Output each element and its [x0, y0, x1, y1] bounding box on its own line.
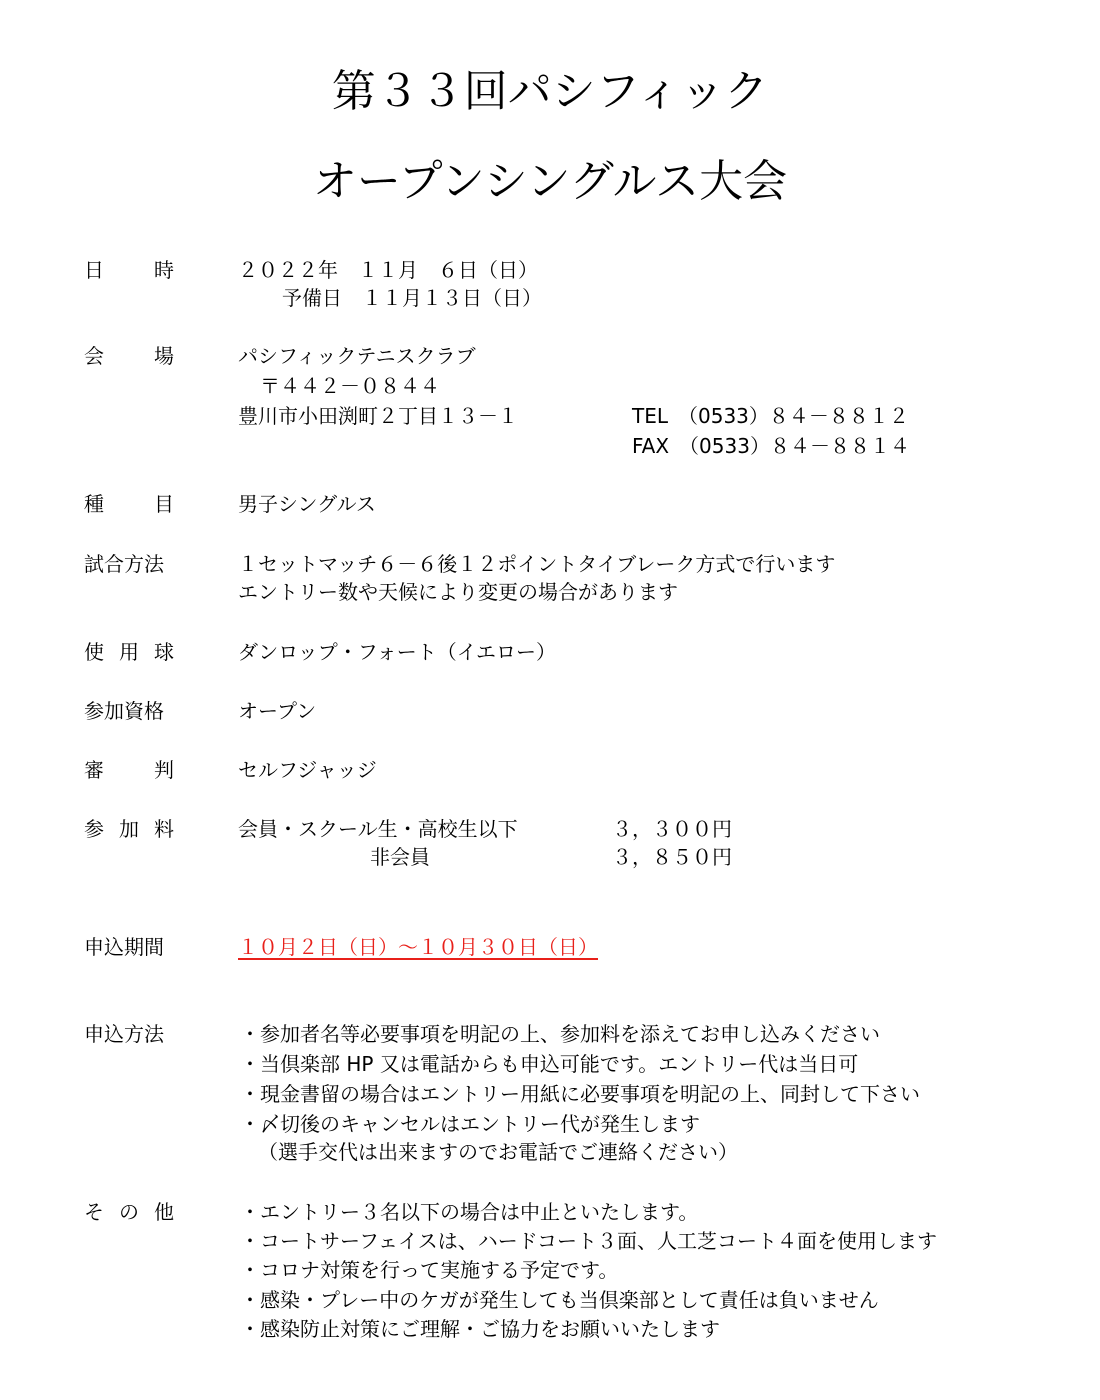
other-line-4: ・感染・プレー中のケガが発生しても当倶楽部として責任は負いません: [240, 1288, 879, 1312]
venue-name: パシフィックテニスクラブ: [238, 344, 476, 368]
match-format-line-1: １セットマッチ６－６後１２ポイントタイブレーク方式で行います: [238, 552, 836, 576]
other-label: [84, 1198, 174, 1226]
referee-label-char-2: 判: [154, 758, 174, 782]
reserve-date: 予備日 １１月１３日（日）: [282, 286, 542, 310]
venue-fax: FAX （0533）８４－８８１４: [632, 434, 910, 458]
page-title-line-1: 第３３回パシフィック: [331, 66, 769, 117]
fee-label: [84, 815, 174, 843]
match-format-line-2: エントリー数や天候により変更の場合があります: [238, 580, 678, 604]
application-method-line-2: ・当倶楽部 HP 又は電話からも申込可能です。エントリー代は当日可: [240, 1052, 859, 1076]
event-date: ２０２２年 １１月 ６日（日）: [238, 258, 538, 282]
match-format-label: 試合方法: [84, 552, 164, 576]
other-line-5: ・感染防止対策にご理解・ご協力をお願いいたします: [240, 1317, 720, 1341]
application-method-line-1: ・参加者名等必要事項を明記の上、参加料を添えてお申し込みください: [240, 1022, 880, 1046]
eligibility-value: オープン: [238, 699, 317, 723]
fee-label-char-3: 料: [154, 817, 174, 841]
referee-label: [84, 756, 174, 784]
venue-address: 豊川市小田渕町２丁目１３－１: [238, 404, 518, 428]
other-line-1: ・エントリー３名以下の場合は中止といたします。: [240, 1200, 699, 1224]
event-label: [84, 490, 174, 518]
venue-label-char-2: 場: [154, 344, 174, 368]
fee-label-char-2: 加: [119, 817, 139, 841]
fee-member-label: 会員・スクール生・高校生以下: [238, 817, 518, 841]
venue-tel: TEL （0533）８４－８８１２: [632, 404, 909, 428]
venue-label: [84, 342, 174, 370]
application-method-line-3: ・現金書留の場合はエントリー用紙に必要事項を明記の上、同封して下さい: [240, 1082, 920, 1106]
other-label-char-3: 他: [154, 1200, 174, 1224]
venue-label-char-1: 会: [84, 344, 104, 368]
referee-label-char-1: 審: [84, 758, 104, 782]
ball-value: ダンロップ・フォート（イエロー）: [238, 640, 556, 664]
application-method-label: 申込方法: [84, 1022, 164, 1046]
other-line-3: ・コロナ対策を行って実施する予定です。: [240, 1258, 619, 1282]
datetime-label-char-1: 日: [84, 258, 104, 282]
application-period-value: １０月２日（日）～１０月３０日（日）: [238, 935, 598, 959]
fee-nonmember-price: ３，８５０円: [612, 845, 732, 869]
ball-label: [84, 638, 174, 666]
ball-label-char-3: 球: [154, 640, 174, 664]
application-method-line-5: （選手交代は出来ますのでお電話でご連絡ください）: [258, 1140, 738, 1164]
application-period-label: 申込期間: [84, 935, 164, 959]
referee-value: セルフジャッジ: [238, 758, 377, 782]
fee-nonmember-label: 非会員: [370, 845, 430, 869]
datetime-label-char-2: 時: [154, 258, 174, 282]
venue-postal-code: 〒４４２－０８４４: [260, 374, 440, 398]
ball-label-char-1: 使: [84, 640, 104, 664]
datetime-label: [84, 256, 174, 284]
fee-member-price: ３，３００円: [612, 817, 732, 841]
ball-label-char-2: 用: [119, 640, 139, 664]
event-label-char-2: 目: [154, 492, 174, 516]
application-method-line-4: ・〆切後のキャンセルはエントリー代が発生します: [240, 1112, 700, 1136]
other-label-char-1: そ: [84, 1200, 104, 1224]
eligibility-label: 参加資格: [84, 699, 164, 723]
other-label-char-2: の: [119, 1200, 139, 1224]
other-line-2: ・コートサーフェイスは、ハードコート３面、人工芝コート４面を使用します: [240, 1229, 937, 1253]
event-label-char-1: 種: [84, 492, 104, 516]
fee-label-char-1: 参: [84, 817, 104, 841]
event-value: 男子シングルス: [238, 492, 376, 516]
page-title-line-2: オープンシングルス大会: [312, 156, 788, 207]
